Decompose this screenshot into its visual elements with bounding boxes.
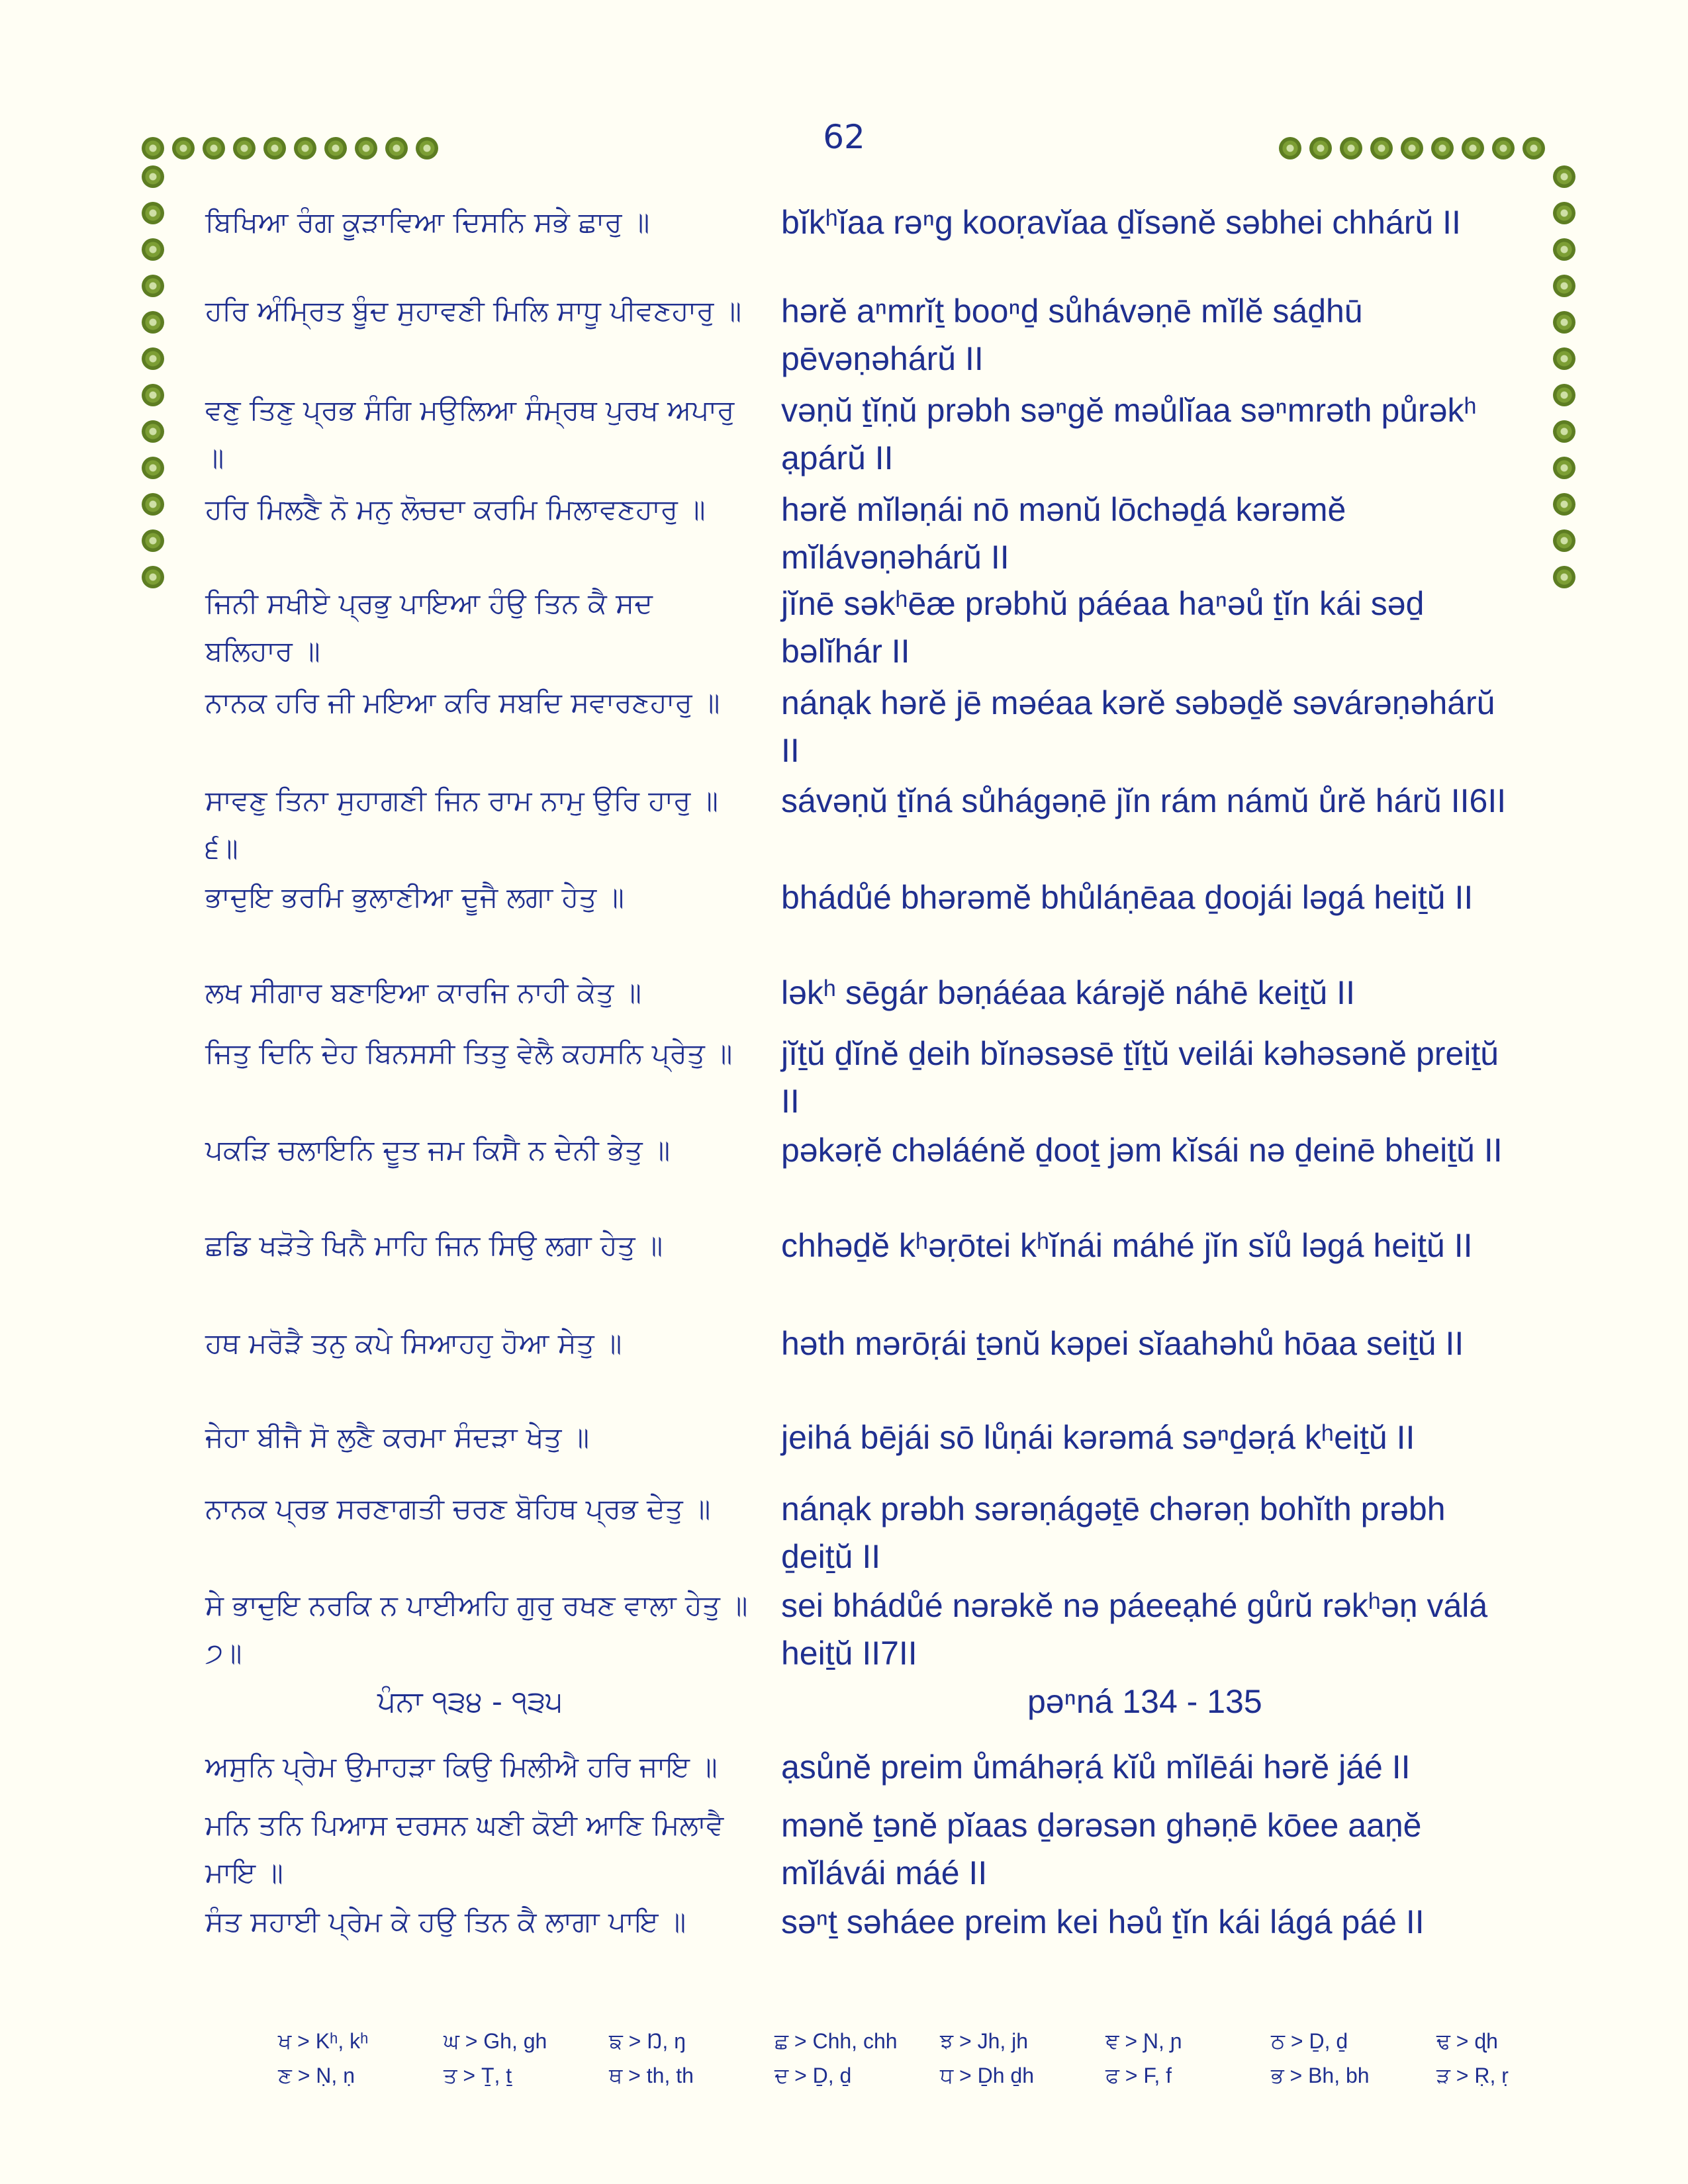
transliteration-line: hərĕ aⁿmrĭṯ booⁿḏ sůhávəṇē mĭlĕ sáḏhū pēvəṇəhárŭ II (781, 293, 1372, 377)
gurmukhi-line: ਭਾਦੁਇ ਭਰਮਿ ਭੁਲਾਣੀਆ ਦੂਜੈ ਲਗਾ ਹੇਤੁ ॥ (205, 881, 624, 913)
gurmukhi-line: ਹਰਿ ਅੰਮ੍ਰਿਤ ਬੂੰਦ ਸੁਹਾਵਣੀ ਮਿਲਿ ਸਾਧੂ ਪੀਵਣਹਾਰੁ ॥ (205, 295, 742, 327)
key-row (278, 2064, 1602, 2098)
transliteration-line: bhádůé bhərəmĕ bhůláṇēaa ḏoojái ləgá heiṯŭ II (781, 879, 1474, 916)
gurmukhi-line: ਜਿਨੀ ਸਖੀਏ ਪ੍ਰਭੁ ਪਾਇਆ ਹੰਉ ਤਿਨ ਕੈ ਸਦ ਬਲਿਹਾਰ ॥ (205, 587, 662, 667)
key-entry: ਘ > Gh, gh (444, 2029, 547, 2053)
key-entry: ਫ > F, f (1105, 2064, 1172, 2087)
gurmukhi-line: ਸਾਵਣੁ ਤਿਨਾ ਸੁਹਾਗਣੀ ਜਿਨ ਰਾਮ ਨਾਮੁ ਉਰਿ ਹਾਰੁ ॥੬॥ (205, 784, 718, 864)
transliteration-key (278, 2029, 1602, 2098)
key-entry: ਢ > ɖh (1436, 2029, 1498, 2053)
transliteration-line: jĭnē səkʰēæ prəbhŭ páéaa haⁿəů ṯĭn kái səḏ bəlĭhár II (781, 585, 1434, 670)
transliteration-line: həth mərōṛái ṯənŭ kəpei sĭaahəhů hōaa seiṯŭ II (781, 1325, 1464, 1362)
gurmukhi-line: ਪਕੜਿ ਚਲਾਇਨਿ ਦੂਤ ਜਮ ਕਿਸੈ ਨ ਦੇਨੀ ਭੇਤੁ ॥ (205, 1134, 671, 1166)
gurmukhi-line: ਵਣੁ ਤਿਣੁ ਪ੍ਰਭ ਸੰਗਿ ਮਉਲਿਆ ਸੰਮ੍ਰਥ ਪੁਰਖ ਅਪਾਰੁ ॥ (205, 394, 743, 474)
gurmukhi-line: ਜਿਤੁ ਦਿਨਿ ਦੇਹ ਬਿਨਸਸੀ ਤਿਤੁ ਵੇਲੈ ਕਹਸਨਿ ਪ੍ਰੇਤੁ ॥ (205, 1037, 733, 1069)
key-entry: ੜ > Ṛ, ṛ (1436, 2064, 1509, 2087)
key-entry: ਙ > Ŋ, ŋ (609, 2029, 686, 2053)
section-heading-translit: pəⁿná 134 - 135 (1027, 1683, 1262, 1720)
key-entry: ਦ > Ḏ, ḏ (774, 2064, 852, 2087)
gurmukhi-line: ਸੰਤ ਸਹਾਈ ਪ੍ਰੇਮ ਕੇ ਹਉ ਤਿਨ ਕੈ ਲਾਗਾ ਪਾਇ ॥ (205, 1905, 686, 1938)
gurmukhi-line: ਲਖ ਸੀਗਾਰ ਬਣਾਇਆ ਕਾਰਜਿ ਨਾਹੀ ਕੇਤੁ ॥ (205, 976, 641, 1009)
transliteration-line: sávəṇŭ ṯĭná sůhágəṇē jĭn rám námŭ ůrĕ hárŭ II6II (781, 782, 1507, 819)
transliteration-line: pəkəṛĕ chəláénĕ ḏooṯ jəm kĭsái nə ḏeinē bheiṯŭ II (781, 1132, 1503, 1169)
key-entry: ਣ > Ṇ, ṇ (278, 2064, 355, 2087)
gurmukhi-line: ਨਾਨਕ ਪ੍ਰਭ ਸਰਣਾਗਤੀ ਚਰਣ ਬੋਹਿਥ ਪ੍ਰਭ ਦੇਤੁ ॥ (205, 1492, 711, 1525)
transliteration-line: ləkʰ sēgár bəṇáéaa kárəjĕ náhē keiṯŭ II (781, 974, 1355, 1011)
gurmukhi-line: ਹਥ ਮਰੋੜੈ ਤਨੁ ਕਪੇ ਸਿਆਹਹੁ ਹੋਆ ਸੇਤੁ ॥ (205, 1327, 622, 1359)
gurmukhi-line: ਅਸੁਨਿ ਪ੍ਰੇਮ ਉਮਾਹੜਾ ਕਿਉ ਮਿਲੀਐ ਹਰਿ ਜਾਇ ॥ (205, 1751, 718, 1783)
gurmukhi-line: ਜੇਹਾ ਬੀਜੈ ਸੋ ਲੁਣੈ ਕਰਮਾ ਸੰਦੜਾ ਖੇਤੁ ॥ (205, 1421, 590, 1453)
transliteration-line: sei bhádůé nərəkĕ nə páeeạhé gůrŭ rəkʰəṇ válá heiṯŭ II7II (781, 1587, 1497, 1672)
transliteration-line: bĭkʰĭaa rəⁿg kooṛavĭaa ḏĭsənĕ səbhei chhárŭ II (781, 204, 1461, 241)
transliteration-line: nánạk hərĕ jē məéaa kərĕ səbəḏĕ səvárəṇəhárŭ II (781, 684, 1505, 769)
section-heading-gurmukhi: ਪੰਨਾ ੧੩੪ - ੧੩੫ (377, 1685, 563, 1719)
page-number: 62 (823, 118, 865, 156)
key-entry: ਖ > Kʰ, kʰ (278, 2029, 369, 2053)
key-entry: ਠ > Ḏ, ḏ (1271, 2029, 1348, 2053)
gurmukhi-line: ਬਿਖਿਆ ਰੰਗ ਕੂੜਾਵਿਆ ਦਿਸਨਿ ਸਭੇ ਛਾਰੁ ॥ (205, 206, 650, 238)
transliteration-line: səⁿṯ səháee preim kei həů ṯĭn kái lágá páé II (781, 1903, 1425, 1940)
key-entry: ਤ > Ṯ, ṯ (444, 2064, 512, 2087)
transliteration-line: mənĕ ṯənĕ pĭaas ḏərəsən ghəṇē kōee aaṇĕ mĭlávái máé II (781, 1807, 1431, 1891)
key-entry: ਞ > Ɲ, ɲ (1105, 2029, 1182, 2053)
transliteration-line: chhəḏĕ kʰəṛōtei kʰĭnái máhé jĭn sĭů ləgá heiṯŭ II (781, 1227, 1473, 1264)
gurmukhi-line: ਛਡਿ ਖੜੋਤੇ ਖਿਨੈ ਮਾਹਿ ਜਿਨ ਸਿਉ ਲਗਾ ਹੇਤੁ ॥ (205, 1229, 663, 1261)
transliteration-line: nánạk prəbh sərəṇágəṯē chərəṇ bohĭth prəbh ḏeiṯŭ II (781, 1490, 1455, 1575)
key-entry: ਝ > Jh, jh (940, 2029, 1029, 2053)
transliteration-line: vəṇŭ ṯĭṇŭ prəbh səⁿgĕ məůlĭaa səⁿmrəth půrəkʰ ạpárŭ II (781, 392, 1486, 477)
transliteration-line: jĭṯŭ ḏĭnĕ ḏeih bĭnəsəsē ṯĭṯŭ veilái kəhəsənĕ preiṯŭ II (781, 1035, 1508, 1120)
gurmukhi-line: ਸੇ ਭਾਦੁਇ ਨਰਕਿ ਨ ਪਾਈਅਹਿ ਗੁਰੁ ਰਖਣ ਵਾਲਾ ਹੇਤੁ ॥੭॥ (205, 1589, 748, 1669)
transliteration-line: hərĕ mĭləṇái nō mənŭ lōchəḏá kərəmĕ mĭlávəṇəhárŭ II (781, 491, 1356, 576)
key-row (278, 2029, 1602, 2064)
key-entry: ਥ > th, th (609, 2064, 694, 2087)
gurmukhi-line: ਨਾਨਕ ਹਰਿ ਜੀ ਮਇਆ ਕਰਿ ਸਬਦਿ ਸਵਾਰਣਹਾਰੁ ॥ (205, 686, 720, 719)
gurmukhi-line: ਮਨਿ ਤਨਿ ਪਿਆਸ ਦਰਸਨ ਘਣੀ ਕੋਈ ਆਣਿ ਮਿਲਾਵੈ ਮਾਇ ॥ (205, 1809, 733, 1889)
key-entry: ਭ > Bh, bh (1271, 2064, 1370, 2087)
transliteration-line: jeihá bējái sō lůṇái kərəmá səⁿḏəṛá kʰeiṯŭ II (781, 1419, 1415, 1456)
key-entry: ਛ > Chh, chh (774, 2029, 898, 2053)
gurmukhi-line: ਹਰਿ ਮਿਲਣੈ ਨੋ ਮਨੁ ਲੋਚਦਾ ਕਰਮਿ ਮਿਲਾਵਣਹਾਰੁ ॥ (205, 493, 706, 525)
key-entry: ਧ > Ḏh ḏh (940, 2064, 1035, 2087)
transliteration-line: ạsůnĕ preim ůmáhəṛá kĭů mĭlēái hərĕ jáé II (781, 1749, 1411, 1786)
